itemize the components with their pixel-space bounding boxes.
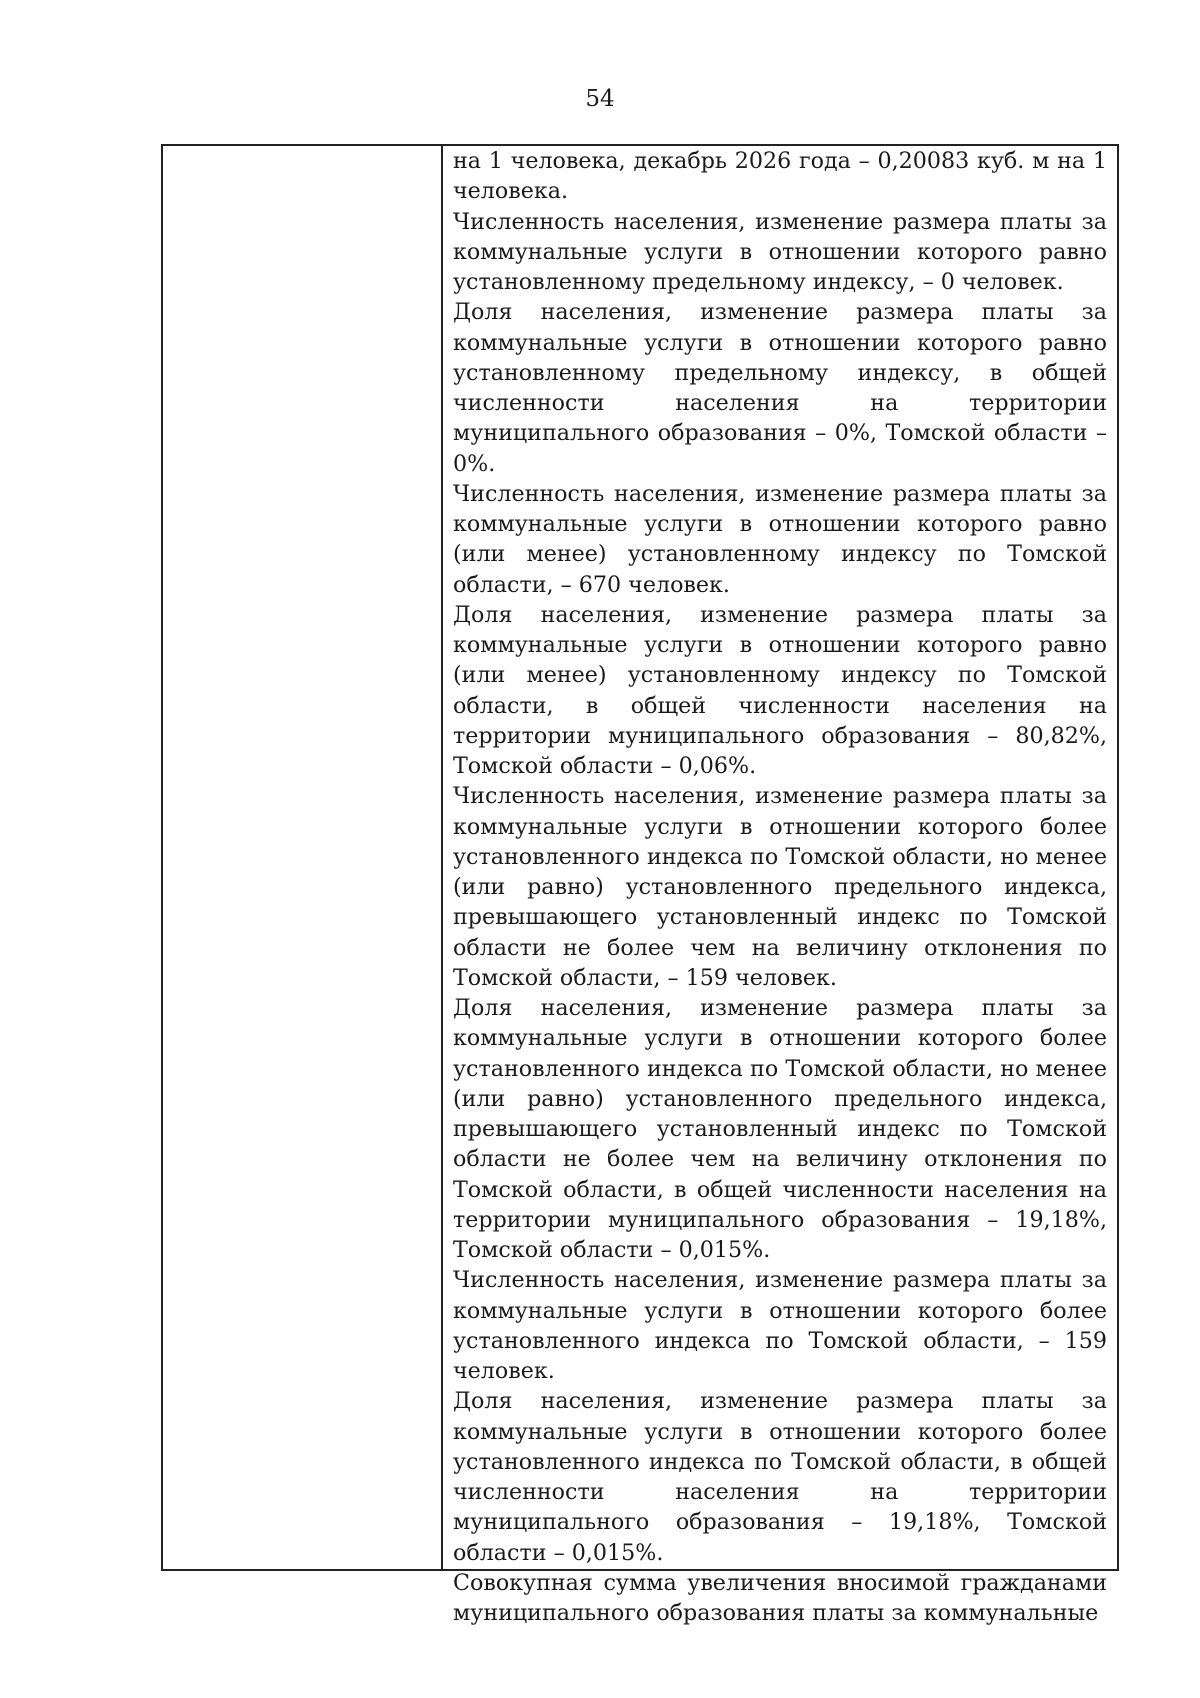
- page-number: 54: [585, 86, 615, 112]
- paragraph: Численность населения, изменение размера платы за коммунальные услуги в отношении которого более установленного индекса по Томской области, – 159 человек.: [453, 1267, 1107, 1384]
- text-body: [453, 146, 1107, 1628]
- table-right-cell: [443, 146, 1117, 1626]
- paragraph: Доля населения, изменение размера платы за коммунальные услуги в отношении которого более установленного индекса по Томской области, но менее (или равно) установленного предельного индекса, превышающего установленный индекс по Томской области не более чем на величину отклонения по Томской области, в общей численности населения на территории муниципального образования – 19,18%, Томской области – 0,015%.: [453, 995, 1107, 1263]
- paragraph: Доля населения, изменение размера платы за коммунальные услуги в отношении которого равно (или менее) установленному индексу по Томской области, в общей численности населения на территории муниципального образования – 80,82%, Томской области – 0,06%.: [453, 601, 1107, 779]
- paragraph: Численность населения, изменение размера платы за коммунальные услуги в отношении которого более установленного индекса по Томской области, но менее (или равно) установленного предельного индекса, превышающего установленный индекс по Томской области не более чем на величину отклонения по Томской области, – 159 человек.: [453, 783, 1107, 991]
- paragraph: Численность населения, изменение размера платы за коммунальные услуги в отношении которого равно установленному предельному индексу, – 0 человек.: [453, 208, 1107, 295]
- paragraph: Доля населения, изменение размера платы за коммунальные услуги в отношении которого более установленного индекса по Томской области, в общей численности населения на территории муниципального образования – 19,18%, Томской области – 0,015%.: [453, 1388, 1107, 1566]
- paragraph: на 1 человека, декабрь 2026 года – 0,20083 куб. м на 1 человека.: [453, 148, 1107, 205]
- table-left-cell: [163, 146, 443, 1569]
- paragraph: Доля населения, изменение размера платы за коммунальные услуги в отношении которого равно установленному предельному индексу, в общей численности населения на территории муниципального образования – 0%, Томской области – 0%.: [453, 299, 1107, 477]
- paragraph: Численность населения, изменение размера платы за коммунальные услуги в отношении которого равно (или менее) установленному индексу по Томской области, – 670 человек.: [453, 480, 1107, 598]
- paragraph: Совокупная сумма увеличения вносимой гражданами муниципального образования платы за коммунальные: [453, 1569, 1107, 1626]
- document-table: [161, 144, 1119, 1626]
